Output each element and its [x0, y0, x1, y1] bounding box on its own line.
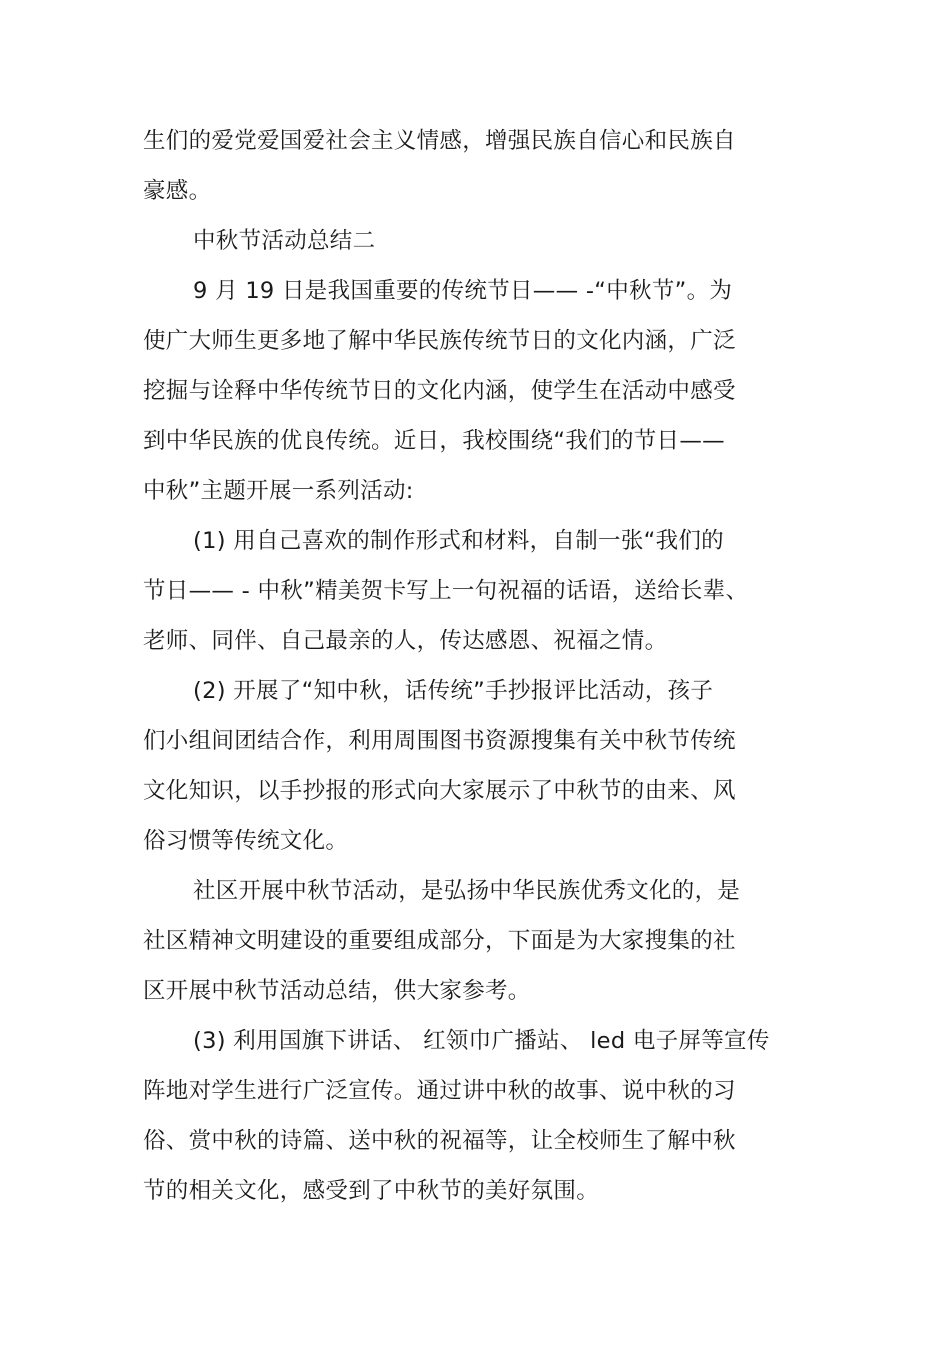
text-line: 阵地对学生进行广泛宣传。通过讲中秋的故事、说中秋的习	[143, 1078, 736, 1104]
text-line: (2) 开展了“知中秋，话传统”手抄报评比活动，孩子	[193, 678, 714, 704]
section-heading: 中秋节活动总结二	[193, 228, 376, 254]
text-line: 社区精神文明建设的重要组成部分，下面是为大家搜集的社	[143, 928, 736, 954]
text-line: (3) 利用国旗下讲话、 红领巾广播站、 led 电子屏等宣传	[193, 1028, 770, 1054]
text-line: 文化知识，以手抄报的形式向大家展示了中秋节的由来、风	[143, 778, 736, 804]
text-line: 老师、同伴、自己最亲的人，传达感恩、祝福之情。	[143, 628, 668, 654]
text-line: 中秋”主题开展一系列活动:	[143, 478, 414, 504]
text-line: 俗习惯等传统文化。	[143, 828, 349, 854]
text-line: (1) 用自己喜欢的制作形式和材料，自制一张“我们的	[193, 528, 724, 554]
text-line: 俗、赏中秋的诗篇、送中秋的祝福等，让全校师生了解中秋	[143, 1128, 736, 1154]
text-line: 9 月 19 日是我国重要的传统节日—— -“中秋节”。为	[193, 278, 733, 304]
text-line: 社区开展中秋节活动，是弘扬中华民族优秀文化的，是	[193, 878, 741, 904]
text-line: 节日—— - 中秋”精美贺卡写上一句祝福的话语，送给长辈、	[143, 578, 749, 604]
text-line: 挖掘与诠释中华传统节日的文化内涵，使学生在活动中感受	[143, 378, 736, 404]
text-line: 豪感。	[143, 178, 212, 204]
text-line: 区开展中秋节活动总结，供大家参考。	[143, 978, 531, 1004]
text-line: 们小组间团结合作，利用周围图书资源搜集有关中秋节传统	[143, 728, 736, 754]
text-line: 节的相关文化，感受到了中秋节的美好氛围。	[143, 1178, 600, 1204]
text-line: 使广大师生更多地了解中华民族传统节日的文化内涵，广泛	[143, 328, 736, 354]
text-line: 到中华民族的优良传统。近日，我校围绕“我们的节日——	[143, 428, 725, 454]
text-line: 生们的爱党爱国爱社会主义情感，增强民族自信心和民族自	[143, 128, 736, 154]
